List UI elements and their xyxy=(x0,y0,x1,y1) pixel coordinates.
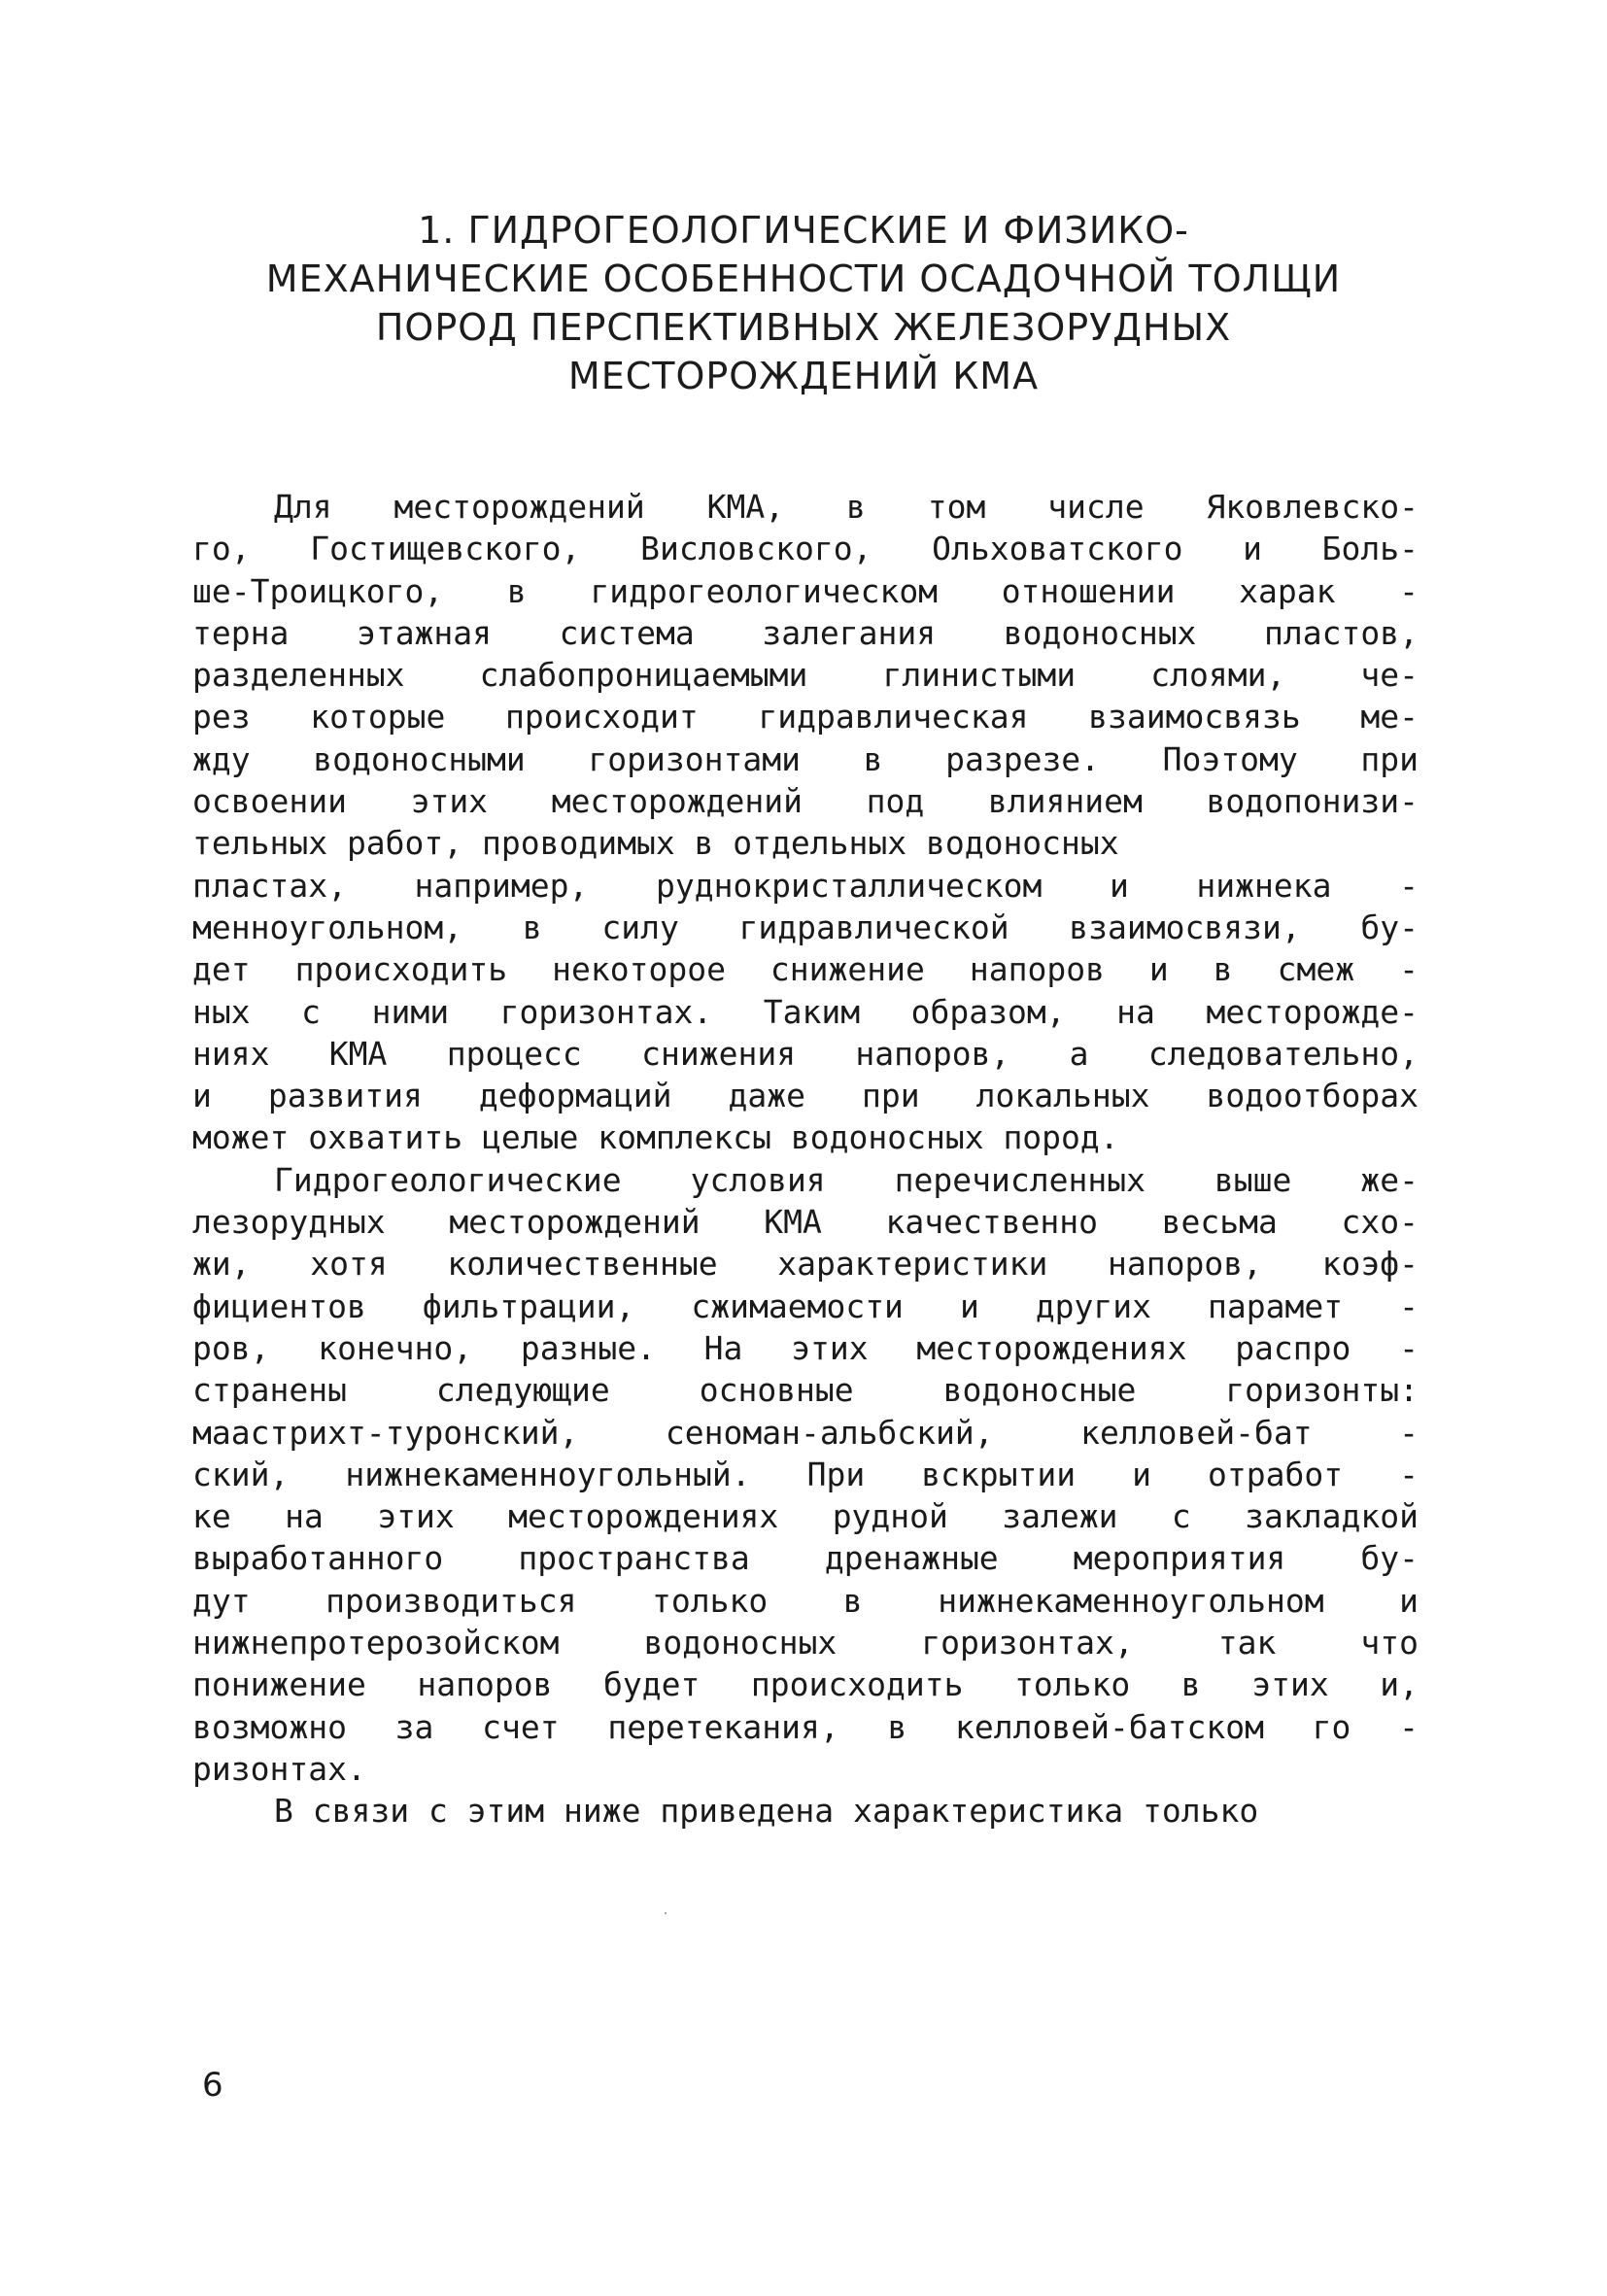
paragraph-2 xyxy=(192,1159,1419,1790)
text-line: фициентов фильтрации, сжимаемости и других парамет - xyxy=(192,1286,1419,1325)
text-line: Для месторождений КМА, в том числе Яковлевско- xyxy=(274,488,1419,526)
text-line: В связи с этим ниже приведена характеристика только xyxy=(274,1792,1259,1831)
text-line: освоении этих месторождений под влиянием водопонизи- xyxy=(192,782,1419,821)
heading-line: ПОРОД ПЕРСПЕКТИВНЫХ ЖЕЛЕЗОРУДНЫХ xyxy=(375,306,1232,349)
text-line: странены следующие основные водоносные горизонты: xyxy=(192,1371,1419,1410)
text-line: Гидрогеологические условия перечисленных выше же- xyxy=(274,1160,1419,1199)
text-line: разделенных слабопроницаемыми глинистыми слоями, че- xyxy=(192,656,1419,695)
paragraph-3 xyxy=(192,1790,1419,1832)
scan-speck xyxy=(665,1912,667,1914)
body-text xyxy=(192,486,1419,1833)
text-line: понижение напоров будет происходить только в этих и, xyxy=(192,1665,1419,1704)
text-line: ниях КМА процесс снижения напоров, а следовательно, xyxy=(192,1034,1419,1073)
text-line: ке на этих месторождениях рудной залежи с закладкой xyxy=(192,1497,1419,1536)
text-line: ше-Троицкого, в гидрогеологическом отношении харак - xyxy=(192,571,1419,610)
text-line: может охватить целые комплексы водоносных пород. xyxy=(192,1118,1119,1157)
text-line: выработанного пространства дренажные мероприятия бу- xyxy=(192,1539,1419,1578)
text-line: го, Гостищевского, Висловского, Ольховатского и Боль- xyxy=(192,530,1419,568)
heading-line: МЕХАНИЧЕСКИЕ ОСОБЕННОСТИ ОСАДОЧНОЙ ТОЛЩИ xyxy=(265,257,1342,300)
heading-line: МЕСТОРОЖДЕНИЙ КМА xyxy=(567,355,1040,397)
page-number: 6 xyxy=(202,2066,223,2105)
text-line: жду водоносными горизонтами в разрезе. Поэтому при xyxy=(192,739,1419,778)
heading-line: 1. ГИДРОГЕОЛОГИЧЕСКИЕ И ФИЗИКО- xyxy=(418,209,1189,252)
text-line: возможно за счет перетекания, в келловей-батском го - xyxy=(192,1707,1419,1746)
text-line: рез которые происходит гидравлическая взаимосвязь ме- xyxy=(192,698,1419,737)
paragraph-1 xyxy=(192,486,1419,1159)
text-line: пластах, например, руднокристаллическом и нижнека - xyxy=(192,866,1419,905)
text-line: ский, нижнекаменноугольный. При вскрытии и отработ - xyxy=(192,1455,1419,1493)
text-line: ризонтах. xyxy=(192,1749,366,1788)
text-line: нижнепротерозойском водоносных горизонтах, так что xyxy=(192,1624,1419,1662)
text-line: жи, хотя количественные характеристики напоров, коэф- xyxy=(192,1245,1419,1284)
text-line: дут производиться только в нижнекаменноугольном и xyxy=(192,1581,1419,1620)
text-line: менноугольном, в силу гидравлической взаимосвязи, бу- xyxy=(192,908,1419,946)
text-line: ных с ними горизонтах. Таким образом, на месторожде- xyxy=(192,992,1419,1031)
text-line: тельных работ, проводимых в отдельных водоносных xyxy=(192,824,1119,863)
text-line: лезорудных месторождений КМА качественно весьма схо- xyxy=(192,1203,1419,1242)
text-line: ров, конечно, разные. На этих месторождениях распро - xyxy=(192,1328,1419,1367)
text-line: и развития деформаций даже при локальных водоотборах xyxy=(192,1077,1419,1115)
chapter-heading xyxy=(146,206,1461,400)
text-line: дет происходить некоторое снижение напоров и в смеж - xyxy=(192,950,1419,989)
text-line: маастрихт-туронский, сеноман-альбский, келловей-бат - xyxy=(192,1413,1419,1452)
text-line: терна этажная система залегания водоносных пластов, xyxy=(192,613,1419,652)
